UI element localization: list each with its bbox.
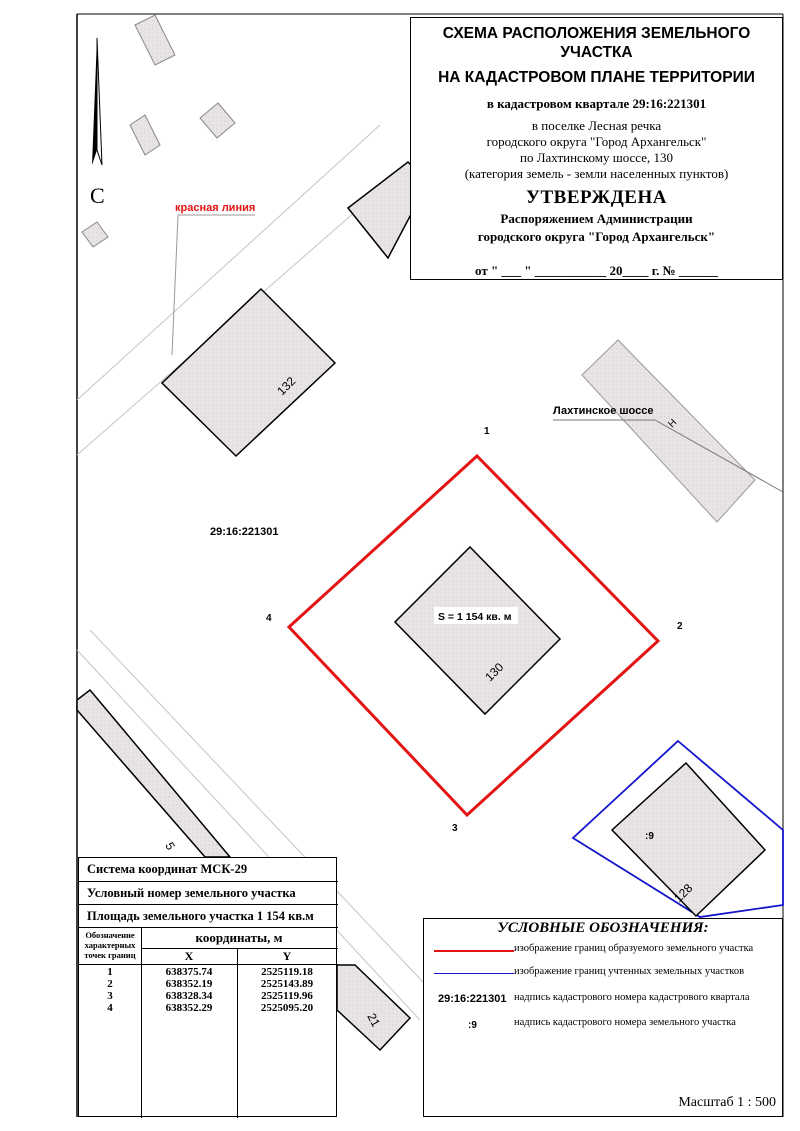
- building-130-label: 130: [482, 660, 507, 685]
- address-line-2: городского округа "Город Архангельск": [486, 134, 707, 149]
- legend-item-text: изображение границ образуемого земельного участка: [514, 943, 754, 954]
- parcel-number-symbol: :9: [468, 1020, 477, 1031]
- building-132-label: 132: [274, 374, 299, 399]
- legend-item-quarter: [424, 990, 784, 1010]
- legend-item-text: надпись кадастрового номера земельного участка: [514, 1017, 736, 1028]
- row-x: 638352.19: [165, 978, 213, 990]
- road-label: Лахтинское шоссе: [553, 405, 654, 417]
- row-point: 3: [107, 990, 113, 1002]
- legend-item-parcel: [424, 941, 784, 961]
- quarter-number-symbol: 29:16:221301: [438, 993, 507, 1005]
- coordinates-block: [78, 857, 337, 1117]
- point-1-label: 1: [484, 426, 490, 437]
- row-point: 1: [107, 966, 113, 978]
- legend-item-parcel-number: [424, 1015, 784, 1035]
- scale-label: Масштаб 1 : 500: [678, 1095, 776, 1110]
- parcel-area-row: Площадь земельного участка 1 154 кв.м: [79, 905, 338, 928]
- point-3-label: 3: [452, 823, 458, 834]
- row-y: 2525119.18: [261, 966, 313, 978]
- building-21: [337, 965, 410, 1050]
- building-21-label: 21: [364, 1010, 383, 1030]
- quarter-label: 29:16:221301: [210, 526, 279, 538]
- order-line-2: городского округа "Город Архангельск": [477, 229, 716, 244]
- address-block: [411, 118, 782, 182]
- order-line-1: Распоряжением Администрации: [500, 211, 693, 226]
- point-2-label: 2: [677, 621, 683, 632]
- quarter-heading: в кадастровом квартале 29:16:221301: [486, 96, 707, 111]
- road-letter: Н: [666, 417, 680, 431]
- col-x-header: X: [184, 949, 194, 963]
- date-line: от " ___ " ___________ 20____ г. № ______: [475, 263, 718, 278]
- coord-system: Система координат МСК-29: [79, 858, 338, 882]
- building-5-label: 5: [162, 839, 178, 853]
- area-label: S = 1 154 кв. м: [438, 611, 512, 623]
- row-y: 2525143.89: [260, 978, 314, 990]
- building-130: [395, 547, 560, 714]
- parcel-9-label: :9: [645, 831, 654, 842]
- red-line-symbol: [434, 950, 514, 952]
- legend-block: [423, 918, 783, 1117]
- row-y: 2525119.96: [261, 990, 313, 1002]
- table-divider: [79, 964, 338, 965]
- point-4-label: 4: [266, 613, 272, 624]
- row-x: 638375.74: [165, 966, 213, 978]
- legend-item-registered: [424, 964, 784, 984]
- col-point-header: Обозначение характерных точек границ: [84, 930, 136, 960]
- row-x: 638352.29: [165, 1002, 213, 1014]
- legend-item-text: изображение границ учтенных земельных участков: [514, 966, 745, 977]
- col-y-header: Y: [282, 949, 292, 963]
- address-line-4: (категория земель - земли населенных пунктов): [464, 166, 729, 181]
- title-block: [410, 17, 783, 280]
- blue-line-symbol: [434, 973, 514, 974]
- building-128-label: 128: [671, 881, 696, 906]
- legend-title: УСЛОВНЫЕ ОБОЗНАЧЕНИЯ:: [497, 920, 709, 936]
- address-line-3: по Лахтинскому шоссе, 130: [519, 150, 674, 165]
- row-point: 2: [107, 978, 113, 990]
- row-x: 638328.34: [165, 990, 213, 1002]
- address-line-1: в поселке Лесная речка: [531, 118, 662, 133]
- red-line-label: красная линия: [175, 202, 256, 214]
- title-line-2: НА КАДАСТРОВОМ ПЛАНЕ ТЕРРИТОРИИ: [438, 69, 755, 86]
- north-label: С: [90, 183, 105, 208]
- coordinates-table: [79, 928, 338, 1118]
- building-132: [162, 289, 335, 456]
- row-y: 2525095.20: [260, 1002, 314, 1014]
- col-coords-header: координаты, м: [195, 930, 283, 945]
- legend-item-text: надпись кадастрового номера кадастрового квартала: [514, 992, 750, 1003]
- title-line-1: СХЕМА РАСПОЛОЖЕНИЯ ЗЕМЕЛЬНОГО УЧАСТКА: [442, 25, 751, 61]
- road-strip: [582, 340, 755, 522]
- row-point: 4: [107, 1002, 113, 1014]
- approved-heading: УТВЕРЖДЕНА: [526, 187, 667, 208]
- building-5: [77, 690, 230, 857]
- parcel-number-row: Условный номер земельного участка: [79, 882, 338, 905]
- north-arrow-icon: [92, 38, 102, 165]
